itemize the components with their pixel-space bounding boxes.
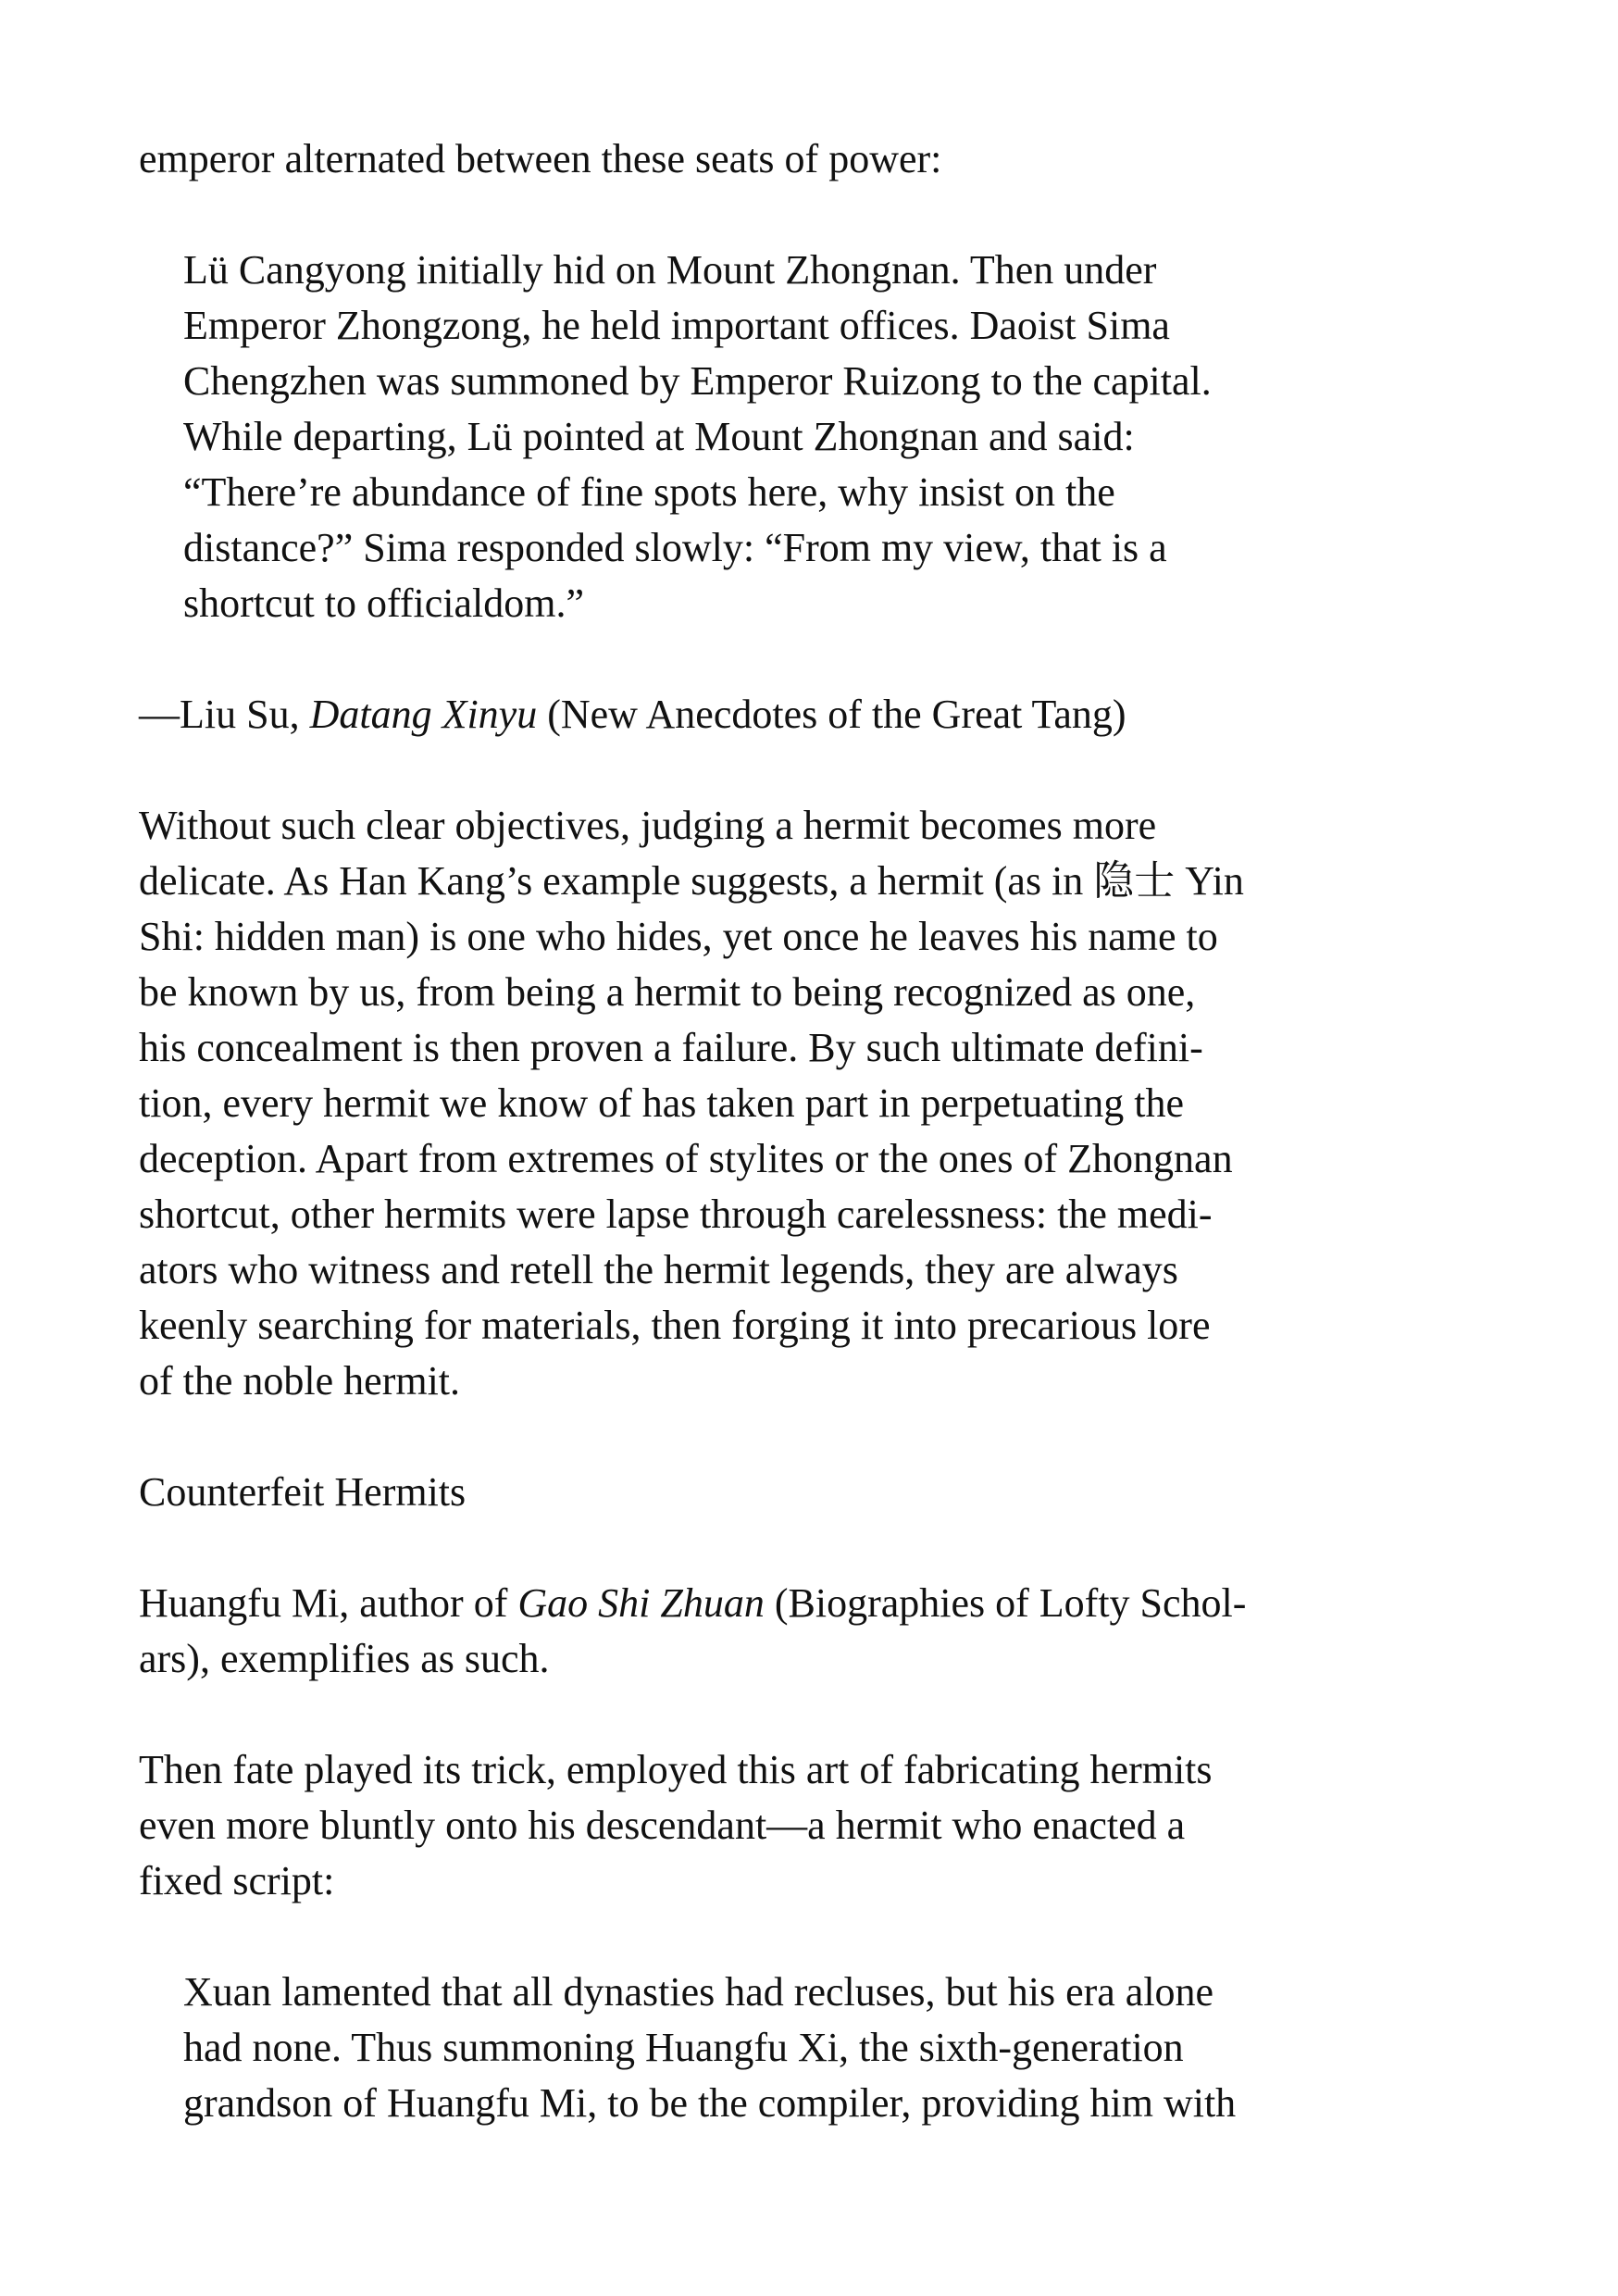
text-line: keenly searching for materials, then forging it into precarious lore [139,1303,1211,1348]
section-heading [139,1465,1490,1520]
attribution-book-title: Datang Xinyu [309,692,538,737]
text-line: had none. Thus summoning Huangfu Xi, the sixth-generation [183,2025,1184,2070]
text-line: Chengzhen was summoned by Emperor Ruizong to the capital. [183,358,1212,404]
text-line: distance?” Sima responded slowly: “From my view, that is a [183,525,1167,570]
text-line: his concealment is then proven a failure. By such ultimate defini- [139,1025,1203,1070]
attribution-line [139,687,1490,742]
text-line: even more bluntly onto his descendant—a hermit who enacted a [139,1803,1186,1848]
text-line: fixed script: [139,1858,335,1903]
text-line [139,1576,1490,1631]
text-run: Huangfu Mi, author of [139,1580,518,1626]
text-line: “There’re abundance of fine spots here, why insist on the [183,469,1115,515]
paragraph-huangfu-mi [139,1576,1490,1687]
text-line: Xuan lamented that all dynasties had recluses, but his era alone [183,1969,1214,2015]
intro-paragraph [139,131,1490,187]
text-line: tion, every hermit we know of has taken part in perpetuating the [139,1080,1184,1126]
text-line: Emperor Zhongzong, he held important offices. Daoist Sima [183,303,1170,348]
block-quote-lu-cangyong [183,243,1498,631]
text-run: (Biographies of Lofty Schol- [764,1580,1247,1626]
text-line: shortcut, other hermits were lapse through carelessness: the medi- [139,1192,1213,1237]
attribution-author: —Liu Su, [139,692,310,737]
text-line: ators who witness and retell the hermit legends, they are always [139,1247,1178,1292]
text-line: of the noble hermit. [139,1358,461,1404]
text-line: shortcut to officialdom.” [183,580,584,626]
quote-attribution [139,687,1490,742]
paragraph-fate-trick [139,1742,1490,1909]
paragraph-hermit-definition [139,798,1490,1409]
attribution-translation: (New Anecdotes of the Great Tang) [537,692,1126,737]
section-heading-text: Counterfeit Hermits [139,1469,467,1515]
book-title-gao-shi-zhuan: Gao Shi Zhuan [517,1580,765,1626]
text-line: be known by us, from being a hermit to being recognized as one, [139,969,1196,1015]
text-line: Without such clear objectives, judging a hermit becomes more [139,803,1157,848]
block-quote-xuan [183,1965,1498,2131]
text-line: grandson of Huangfu Mi, to be the compiler, providing him with [183,2080,1237,2126]
text-line: emperor alternated between these seats of power: [139,136,942,181]
text-line: Then fate played its trick, employed this art of fabricating hermits [139,1747,1213,1792]
text-line: ars), exemplifies as such. [139,1636,550,1681]
text-line: delicate. As Han Kang’s example suggests, a hermit (as in 隐士 Yin [139,858,1244,904]
text-line: Shi: hidden man) is one who hides, yet once he leaves his name to [139,914,1218,959]
text-line: While departing, Lü pointed at Mount Zhongnan and said: [183,414,1135,459]
text-line: deception. Apart from extremes of stylites or the ones of Zhongnan [139,1136,1233,1181]
text-line: Lü Cangyong initially hid on Mount Zhongnan. Then under [183,247,1157,293]
